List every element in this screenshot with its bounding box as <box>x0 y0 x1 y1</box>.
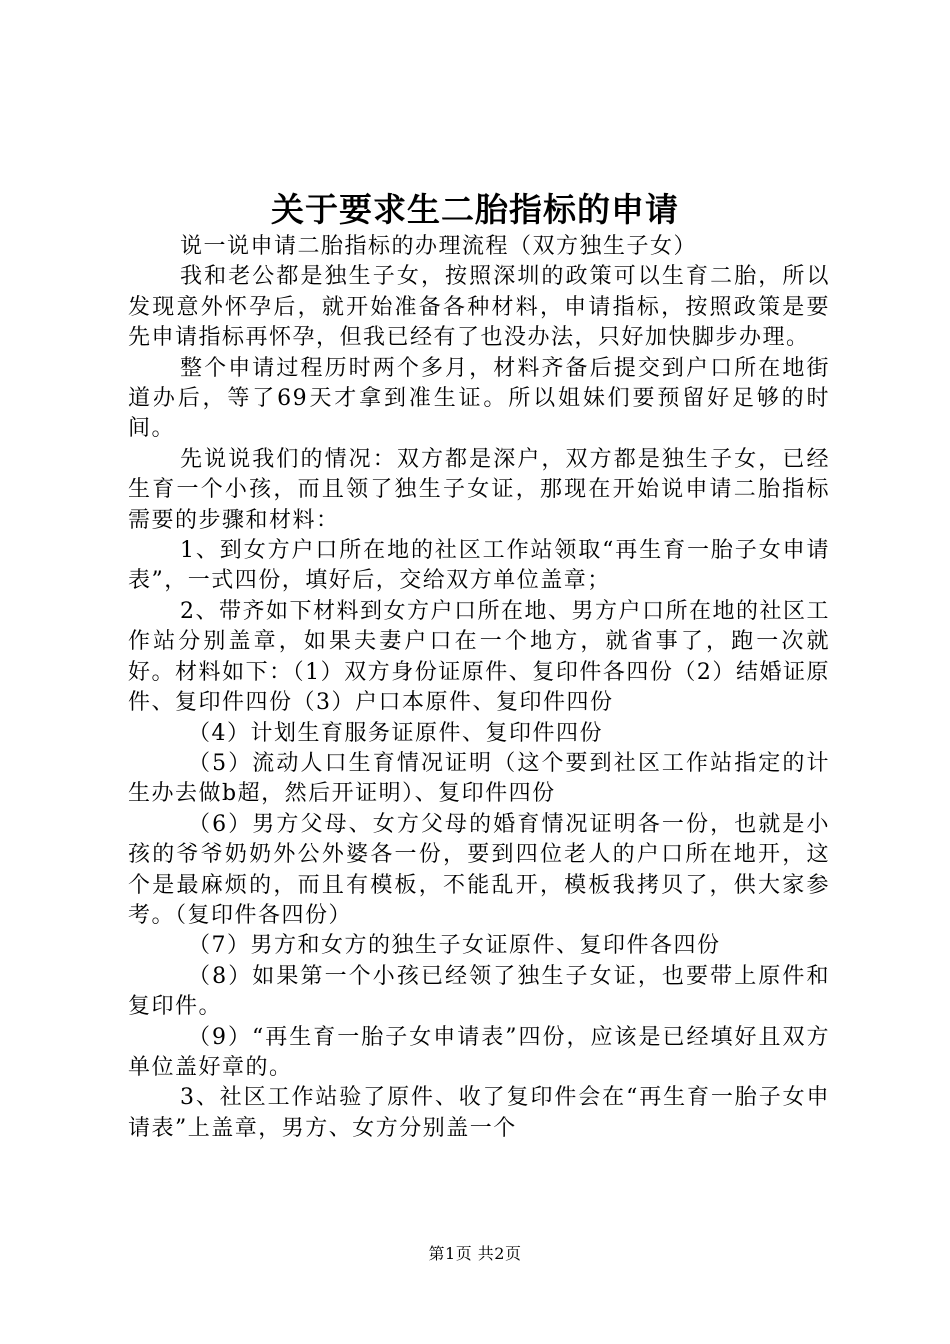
paragraph-step-1: 1、到女方户口所在地的社区工作站领取“再生育一胎子女申请表”，一式四份，填好后，交给双方单位盖章； <box>128 538 830 594</box>
paragraph-material-5: （5）流动人口生育情况证明（这个要到社区工作站指定的计生办去做b超，然后开证明）、复印件四份 <box>128 750 830 807</box>
paragraph-step-3: 3、社区工作站验了原件、收了复印件会在“再生育一胎子女申请表”上盖章，男方、女方分别盖一个 <box>128 1085 830 1141</box>
paragraph-background: 我和老公都是独生子女，按照深圳的政策可以生育二胎，所以发现意外怀孕后，就开始准备各种材料，申请指标，按照政策是要先申请指标再怀孕，但我已经有了也没办法，只好加快脚步办理。 <box>128 264 830 351</box>
paragraph-material-9: （9）“再生育一胎子女申请表”四份，应该是已经填好且双方单位盖好章的。 <box>128 1024 830 1080</box>
document-title: 关于要求生二胎指标的申请 <box>271 190 679 229</box>
paragraph-material-6: （6）男方父母、女方父母的婚育情况证明各一份，也就是小孩的爷爷奶奶外公外婆各一份，要到四位老人的户口所在地开，这个是最麻烦的，而且有模板，不能乱开，模板我拷贝了，供大家参考。（复印件各四份） <box>128 811 830 928</box>
paragraph-situation: 先说说我们的情况：双方都是深户，双方都是独生子女，已经生育一个小孩，而且领了独生子女证，那现在开始说申请二胎指标需要的步骤和材料： <box>128 446 830 533</box>
paragraph-step-2: 2、带齐如下材料到女方户口所在地、男方户口所在地的社区工作站分别盖章，如果夫妻户口在一个地方，就省事了，跑一次就好。材料如下：（1）双方身份证原件、复印件各四份（2）结婚证原件、复印件四份（3）户口本原件、复印件四份 <box>128 598 830 716</box>
paragraph-material-7: （7）男方和女方的独生子女证原件、复印件各四份 <box>188 933 721 959</box>
document-body <box>128 232 830 1144</box>
paragraph-material-8: （8）如果第一个小孩已经领了独生子女证，也要带上原件和复印件。 <box>128 963 830 1020</box>
page-number: 第1页 共2页 <box>428 1244 522 1263</box>
paragraph-intro: 说一说申请二胎指标的办理流程（双方独生子女） <box>180 234 698 259</box>
paragraph-duration: 整个申请过程历时两个多月，材料齐备后提交到户口所在地街道办后，等了69天才拿到准生证。所以姐妹们要预留好足够的时间。 <box>128 355 830 442</box>
paragraph-material-4: （4）计划生育服务证原件、复印件四份 <box>188 720 603 746</box>
